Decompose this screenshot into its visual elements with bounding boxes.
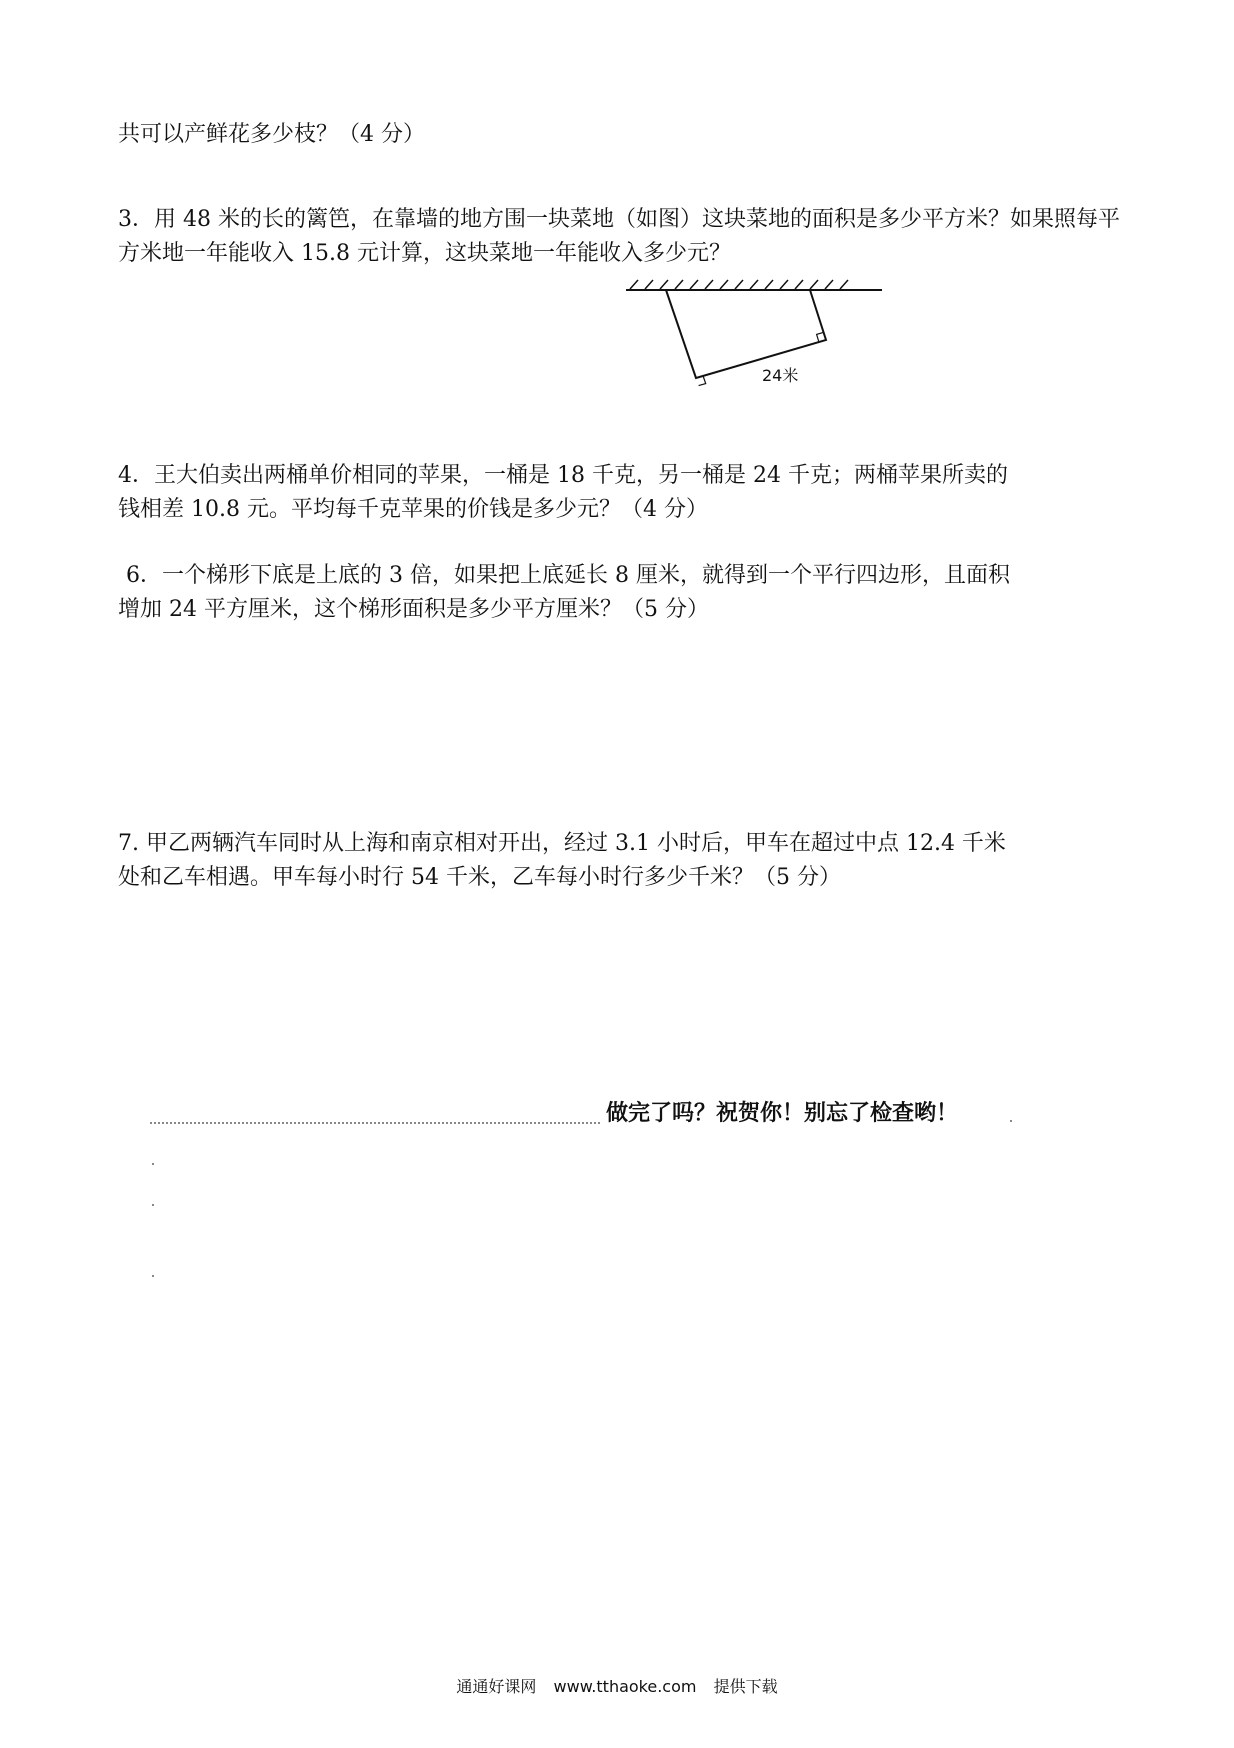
garden-wall-diagram xyxy=(620,278,890,398)
fence-outline xyxy=(666,290,826,378)
problem-6-line-2: 增加 24 平方厘米，这个梯形面积是多少平方厘米？（5 分） xyxy=(118,597,709,622)
footer-url[interactable]: www.tthaoke.com xyxy=(553,1677,697,1696)
stray-dot xyxy=(152,1163,154,1165)
problem-7-line-2: 处和乙车相遇。甲车每小时行 54 千米，乙车每小时行多少千米？（5 分） xyxy=(118,865,841,890)
problem-6-line-1: 6．一个梯形下底是上底的 3 倍，如果把上底延长 8 厘米，就得到一个平行四边形，且面积 xyxy=(126,563,1010,588)
congratulations-message: 做完了吗？祝贺你！别忘了检查哟！ xyxy=(606,1100,959,1126)
problem-7-line-1: 7. 甲乙两辆汽车同时从上海和南京相对开出，经过 3.1 小时后，甲车在超过中点 12.4 千米 xyxy=(118,831,1006,856)
stray-dot xyxy=(152,1204,154,1206)
problem-3-line-1: 3．用 48 米的长的篱笆，在靠墙的地方围一块菜地（如图）这块菜地的面积是多少平方米？如果照每平 xyxy=(118,207,1120,232)
wall-hatching xyxy=(630,280,848,289)
dotted-divider xyxy=(150,1100,600,1124)
problem-2-continuation: 共可以产鲜花多少枝？（4 分） xyxy=(118,122,425,147)
side-length-label: 24米 xyxy=(762,366,799,385)
stray-dot xyxy=(1010,1120,1012,1122)
footer-site-name: 通通好课网 xyxy=(456,1677,537,1696)
footer-note: 提供下载 xyxy=(713,1677,778,1696)
problem-4-line-1: 4．王大伯卖出两桶单价相同的苹果，一桶是 18 千克，另一桶是 24 千克；两桶苹果所卖的 xyxy=(118,463,1008,488)
page-footer xyxy=(0,1676,1234,1698)
problem-3-line-2: 方米地一年能收入 15.8 元计算，这块菜地一年能收入多少元？ xyxy=(118,241,731,266)
stray-dot xyxy=(152,1275,154,1277)
problem-4-line-2: 钱相差 10.8 元。平均每千克苹果的价钱是多少元？（4 分） xyxy=(118,497,708,522)
